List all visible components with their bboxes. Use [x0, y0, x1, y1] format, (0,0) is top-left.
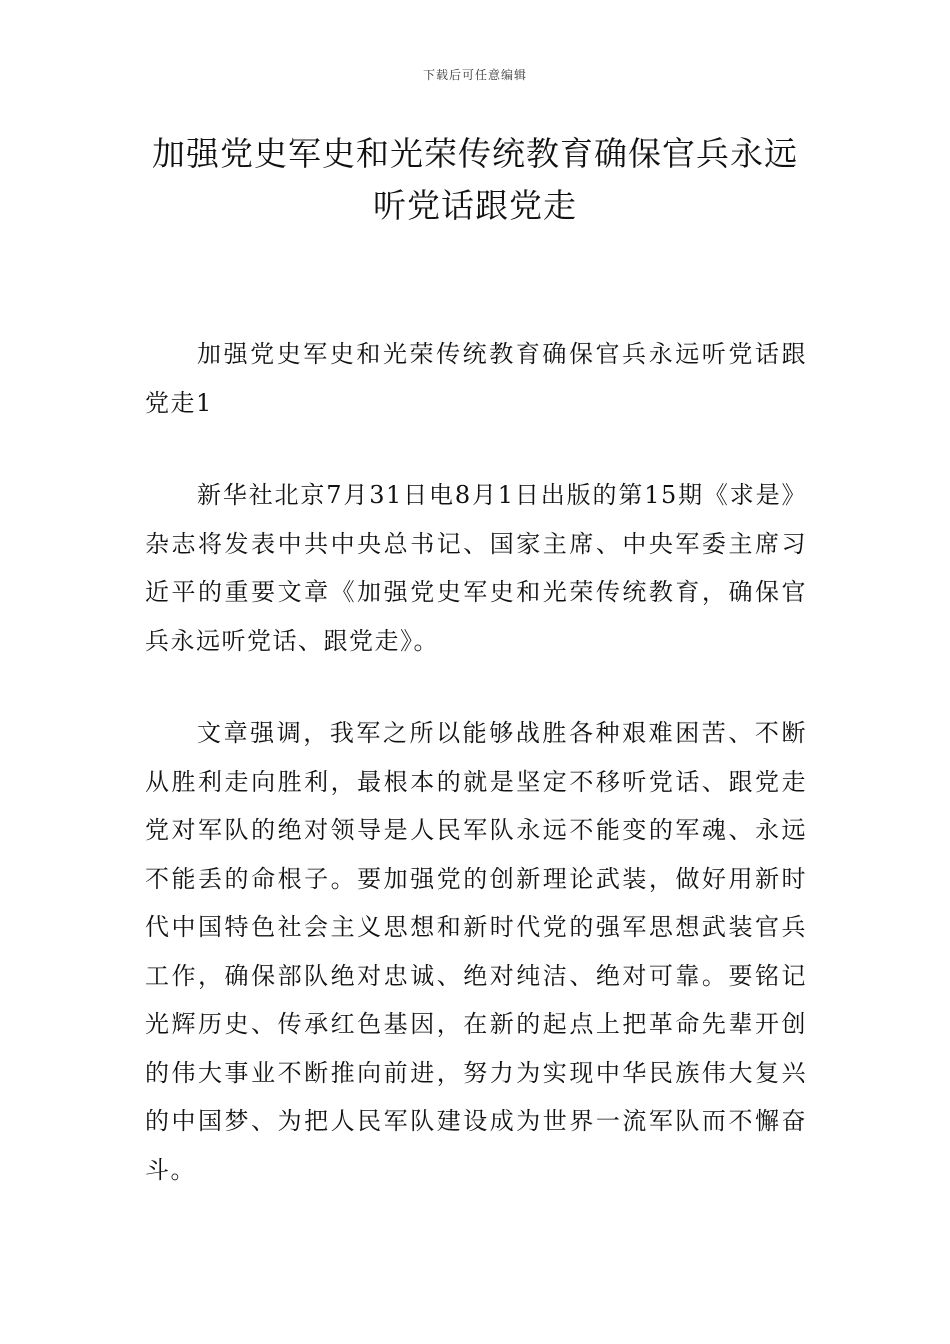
document-body — [145, 330, 807, 1238]
paragraph-1: 加强党史军史和光荣传统教育确保官兵永远听党话跟党走1 — [145, 340, 807, 417]
paragraph-3: 文章强调，我军之所以能够战胜各种艰难困苦、不断从胜利走向胜利，最根本的就是坚定不移听党话、跟党走党对军队的绝对领导是人民军队永远不能变的军魂、永远不能丢的命根子。要加强党的创新理论武装，做好用新时代中国特色社会主义思想和新时代党的强军思想武装官兵工作，确保部队绝对忠诚、绝对纯洁、绝对可靠。要铭记光辉历史、传承红色基因，在新的起点上把革命先辈开创的伟大事业不断推向前进，努力为实现中华民族伟大复兴的中国梦、为把人民军队建设成为世界一流军队而不懈奋斗。 — [145, 719, 807, 1184]
header-note: 下载后可任意编辑 — [422, 68, 527, 82]
document-title: 加强党史军史和光荣传统教育确保官兵永远听党话跟党走 — [152, 134, 798, 225]
paragraph-2: 新华社北京7月31日电8月1日出版的第15期《求是》杂志将发表中共中央总书记、国家主席、中央军委主席习近平的重要文章《加强党史军史和光荣传统教育，确保官兵永远听党话、跟党走》。 — [145, 481, 807, 655]
